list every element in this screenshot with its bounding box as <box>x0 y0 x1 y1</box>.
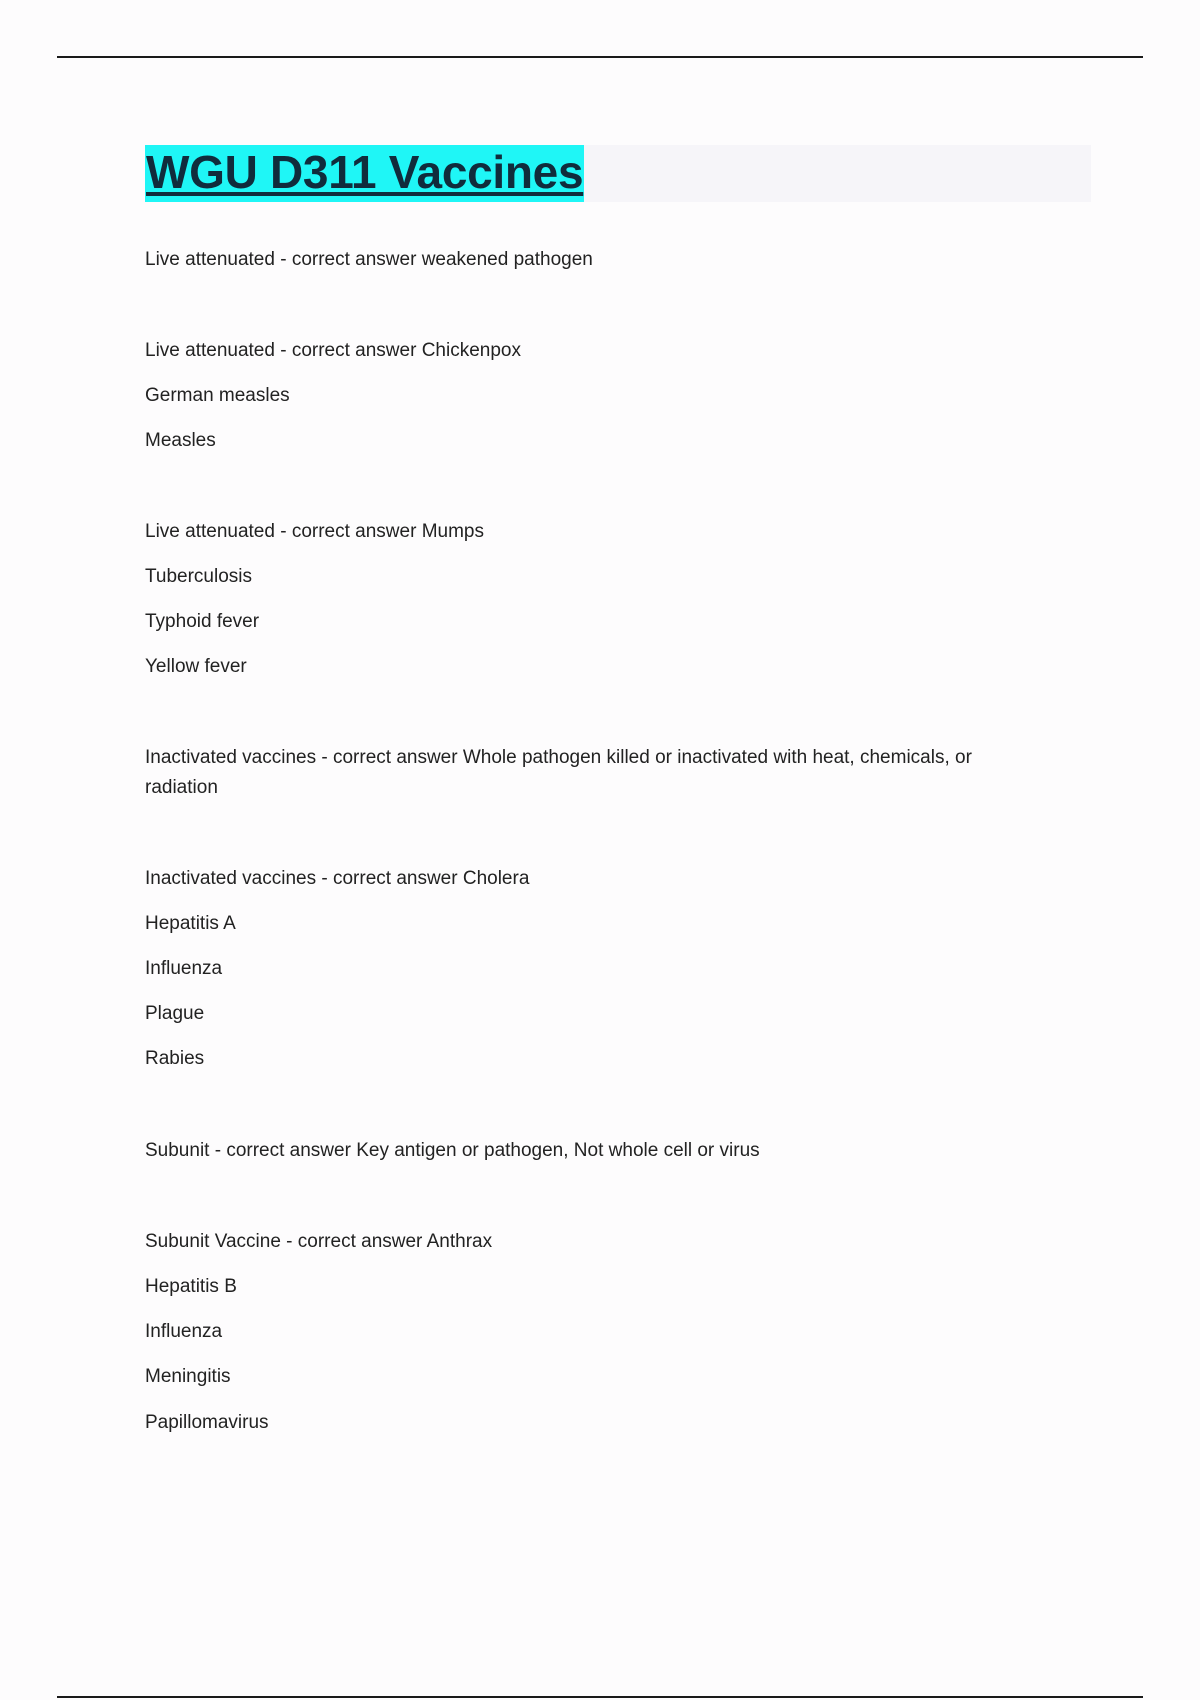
list-item: Influenza <box>145 1321 223 1342</box>
qa-line-live-attenuated-definition: Live attenuated - correct answer weakened pathogen <box>145 249 593 270</box>
qa-line-inactivated-examples: Inactivated vaccines - correct answer Cholera <box>145 868 530 889</box>
page-title: WGU D311 Vaccines <box>145 145 584 202</box>
list-item: Hepatitis A <box>145 913 236 934</box>
list-item: Tuberculosis <box>145 566 253 587</box>
qa-line-live-attenuated-examples-2: Live attenuated - correct answer Mumps <box>145 521 484 542</box>
top-rule <box>57 56 1143 58</box>
list-item: German measles <box>145 385 290 406</box>
qa-line-subunit-examples: Subunit Vaccine - correct answer Anthrax <box>145 1231 493 1252</box>
list-item: Papillomavirus <box>145 1412 269 1433</box>
list-item: Rabies <box>145 1048 205 1069</box>
list-item: Hepatitis B <box>145 1276 237 1297</box>
bottom-rule <box>57 1696 1143 1698</box>
list-item: Yellow fever <box>145 656 247 677</box>
qa-line-live-attenuated-examples-1: Live attenuated - correct answer Chickenpox <box>145 340 521 361</box>
qa-line-subunit-definition: Subunit - correct answer Key antigen or pathogen, Not whole cell or virus <box>145 1140 760 1161</box>
list-item: Influenza <box>145 958 223 979</box>
list-item: Plague <box>145 1003 205 1024</box>
list-item: Typhoid fever <box>145 611 260 632</box>
list-item: Measles <box>145 430 216 451</box>
list-item: Meningitis <box>145 1366 231 1387</box>
qa-line-inactivated-definition: Inactivated vaccines - correct answer Whole pathogen killed or inactivated with heat, chemicals, or radiation <box>145 747 972 798</box>
